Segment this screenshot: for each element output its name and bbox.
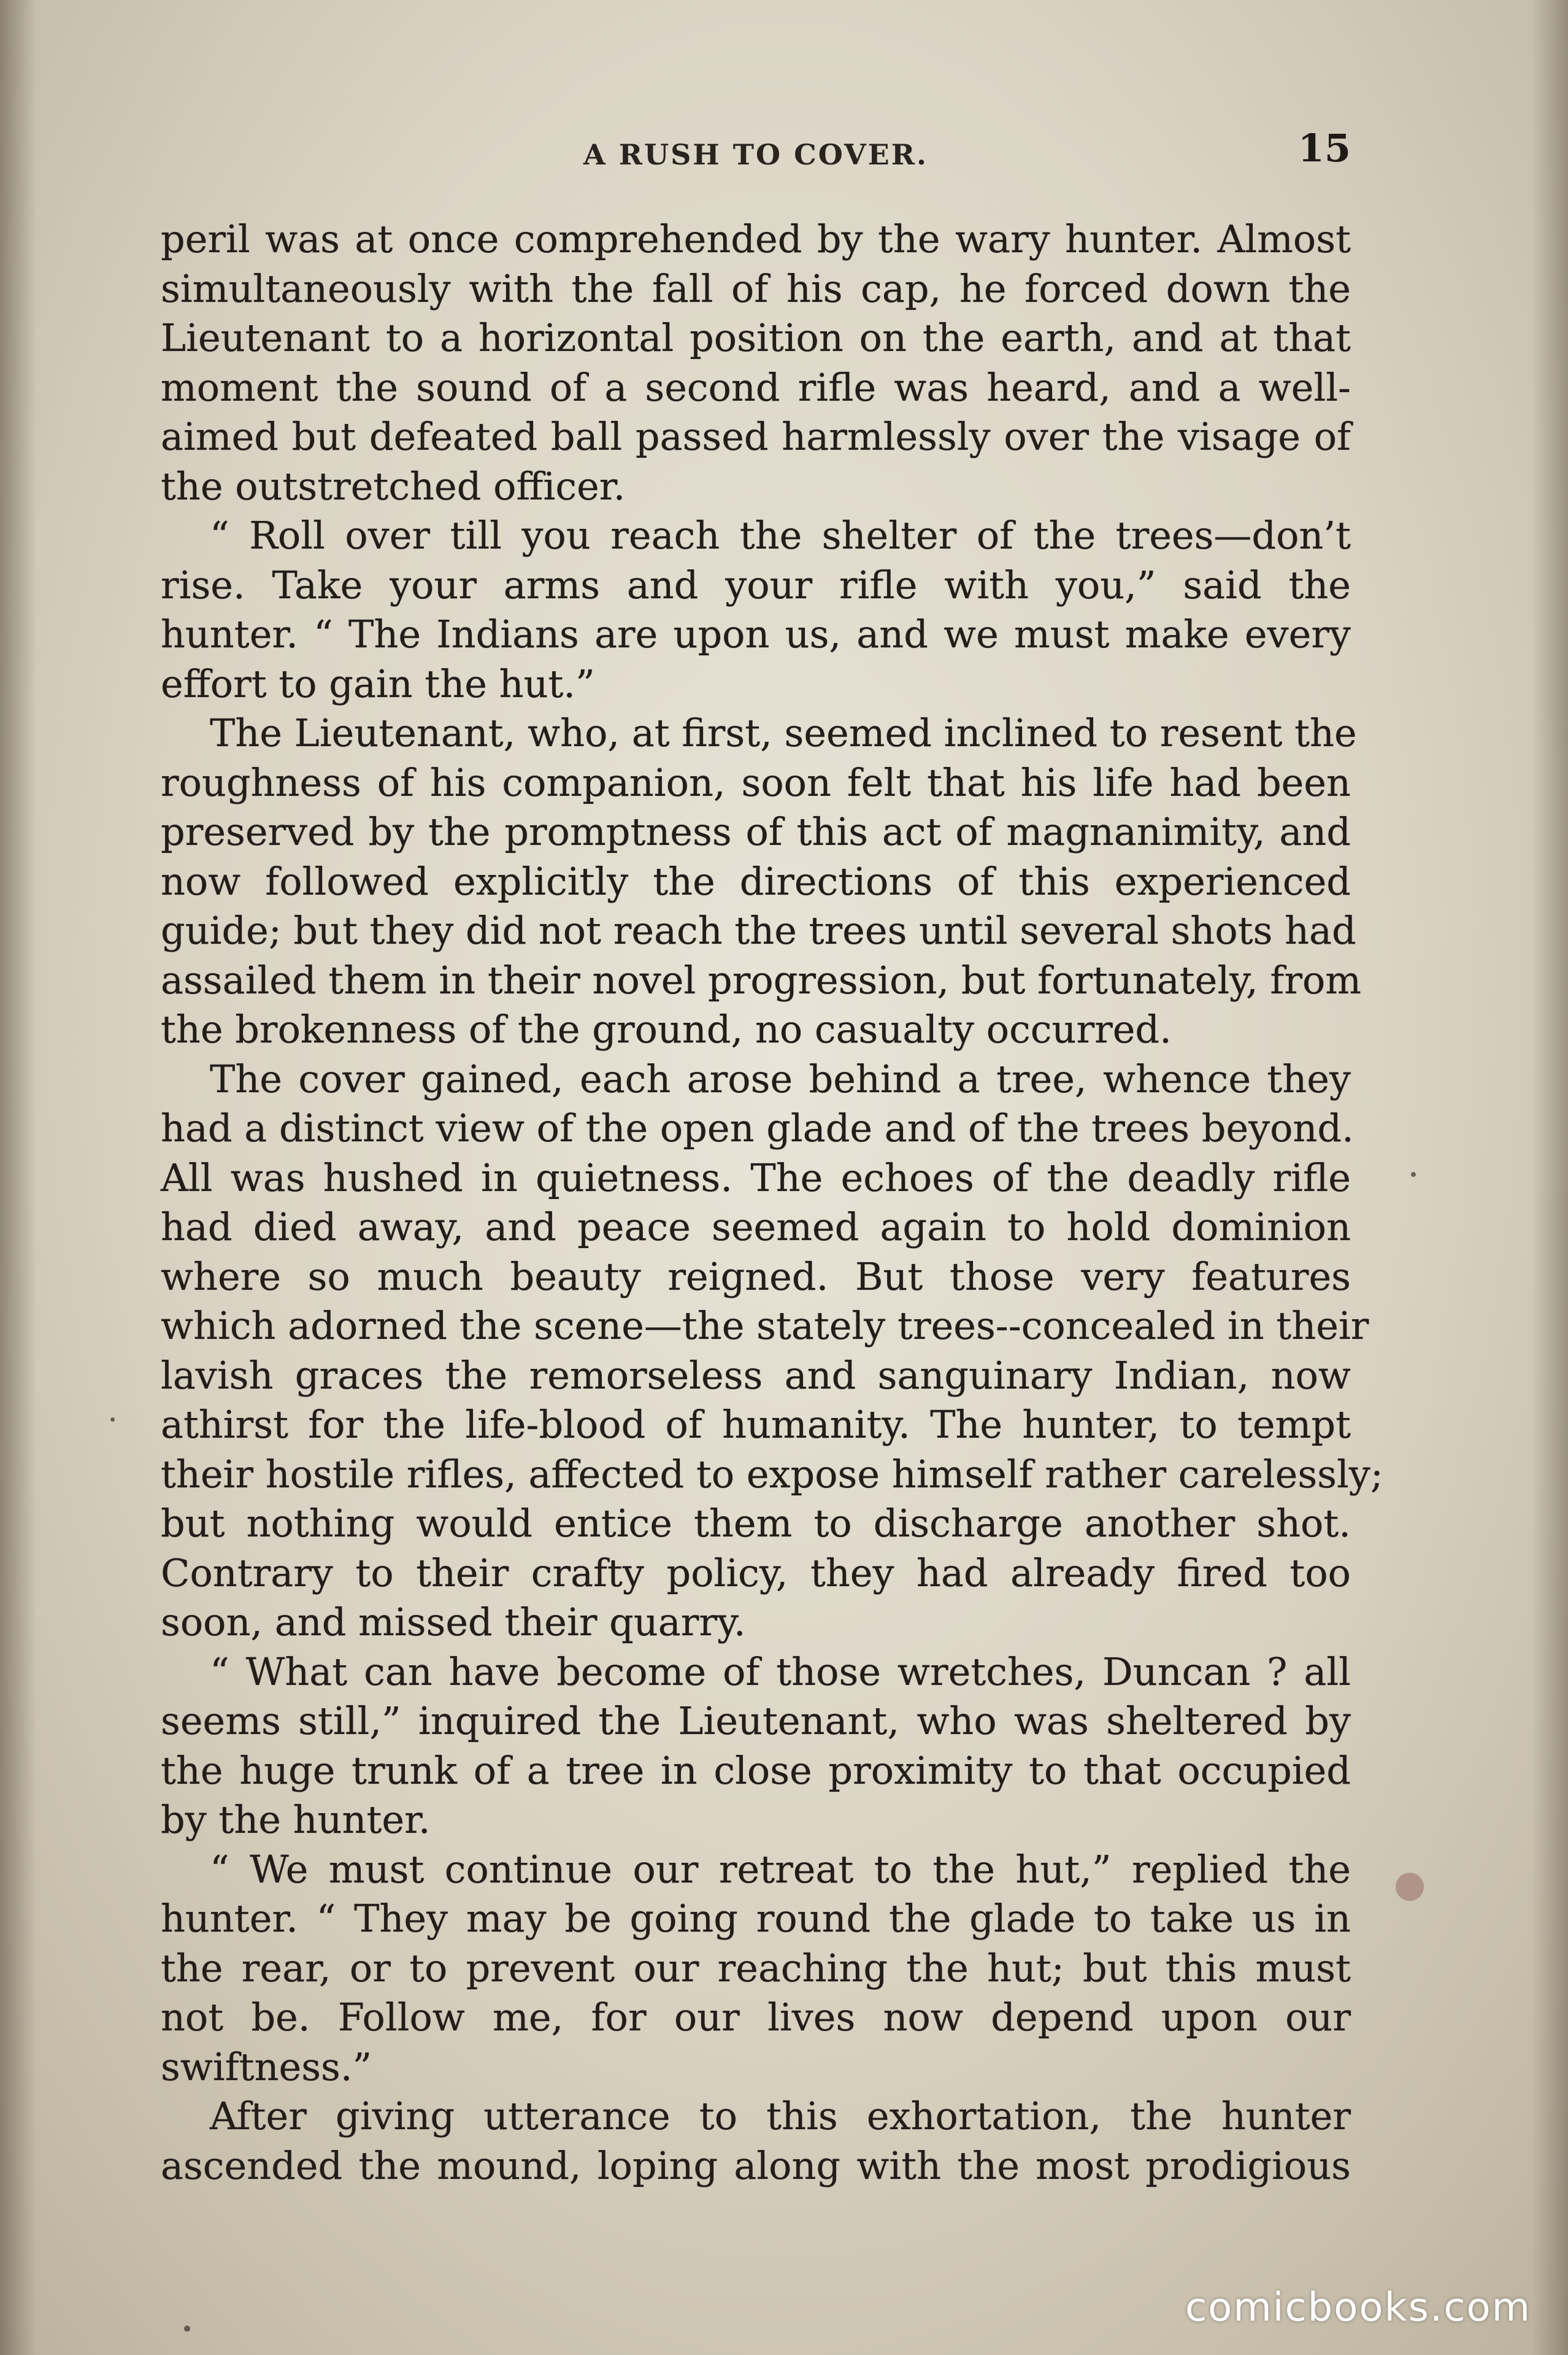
text-line: effort to gain the hut.”	[161, 661, 595, 706]
watermark: comicbooks.com	[1185, 2285, 1531, 2330]
text-line: “ Roll over till you reach the shelter of the trees—don’t	[210, 513, 1351, 558]
body-text	[161, 215, 1383, 2191]
running-head: A RUSH TO COVER.	[583, 138, 928, 171]
text-line: rise. Take your arms and your rifle with you,” said the	[161, 562, 1351, 607]
text-line: had a distinct view of the open glade and of the trees beyond.	[161, 1106, 1354, 1151]
paper-speck	[184, 2326, 190, 2332]
text-line: guide; but they did not reach the trees until several shots had	[161, 908, 1356, 953]
text-line: roughness of his companion, soon felt that his life had been	[161, 760, 1351, 805]
text-line: swiftness.”	[161, 2044, 372, 2089]
paper-speck	[1396, 1873, 1424, 1901]
text-line: the outstretched officer.	[161, 463, 626, 509]
page-header	[161, 126, 1351, 175]
text-line: seems still,” inquired the Lieutenant, who was sheltered by	[161, 1698, 1351, 1743]
text-line: which adorned the scene—the stately trees--concealed in their	[161, 1303, 1369, 1348]
text-line: but nothing would entice them to discharge another shot.	[161, 1501, 1351, 1546]
text-line: After giving utterance to this exhortation, the hunter	[210, 2094, 1351, 2138]
text-line: lavish graces the remorseless and sanguinary Indian, now	[161, 1352, 1351, 1398]
text-line: aimed but defeated ball passed harmlessly over the visage of	[161, 414, 1351, 459]
text-line: hunter. “ They may be going round the glade to take us in	[161, 1896, 1351, 1941]
text-line: now followed explicitly the directions of this experienced	[161, 858, 1351, 904]
text-line: All was hushed in quietness. The echoes of the deadly rifle	[161, 1155, 1351, 1200]
text-line: “ What can have become of those wretches, Duncan ? all	[210, 1649, 1351, 1694]
text-line: had died away, and peace seemed again to hold dominion	[161, 1204, 1351, 1249]
text-line: not be. Follow me, for our lives now depend upon our	[161, 1995, 1351, 2040]
text-line: preserved by the promptness of this act of magnanimity, and	[161, 809, 1351, 854]
text-line: Contrary to their crafty policy, they had already fired too	[161, 1550, 1351, 1595]
text-line: “ We must continue our retreat to the hut,” replied the	[210, 1846, 1351, 1892]
text-line: by the hunter.	[161, 1797, 431, 1842]
text-line: The Lieutenant, who, at first, seemed inclined to resent the	[210, 711, 1357, 755]
paper-speck	[1411, 1172, 1416, 1177]
text-line: hunter. “ The Indians are upon us, and we must make every	[161, 612, 1351, 657]
text-line: peril was at once comprehended by the wary hunter. Almost	[161, 217, 1351, 261]
text-line: simultaneously with the fall of his cap, he forced down the	[161, 266, 1351, 311]
text-line: assailed them in their novel progression, but fortunately, from	[161, 957, 1362, 1003]
text-line: soon, and missed their quarry.	[161, 1600, 746, 1644]
text-line: Lieutenant to a horizontal position on the earth, and at that	[161, 315, 1351, 360]
text-line: the brokenness of the ground, no casualty occurred.	[161, 1007, 1172, 1052]
text-line: ascended the mound, loping along with the most prodigious	[161, 2143, 1351, 2188]
text-line: the rear, or to prevent our reaching the hut; but this must	[161, 1945, 1351, 1991]
text-line: the huge trunk of a tree in close proximity to that occupied	[161, 1748, 1351, 1793]
page-number: 15	[1297, 126, 1351, 171]
paper-speck	[110, 1417, 115, 1422]
text-line: their hostile rifles, affected to expose himself rather carelessly;	[161, 1451, 1383, 1497]
text-line: athirst for the life-blood of humanity. The hunter, to tempt	[161, 1402, 1351, 1447]
text-line: The cover gained, each arose behind a tree, whence they	[210, 1056, 1351, 1101]
text-line: moment the sound of a second rifle was heard, and a well-	[161, 364, 1351, 410]
text-line: where so much beauty reigned. But those very features	[161, 1254, 1351, 1299]
